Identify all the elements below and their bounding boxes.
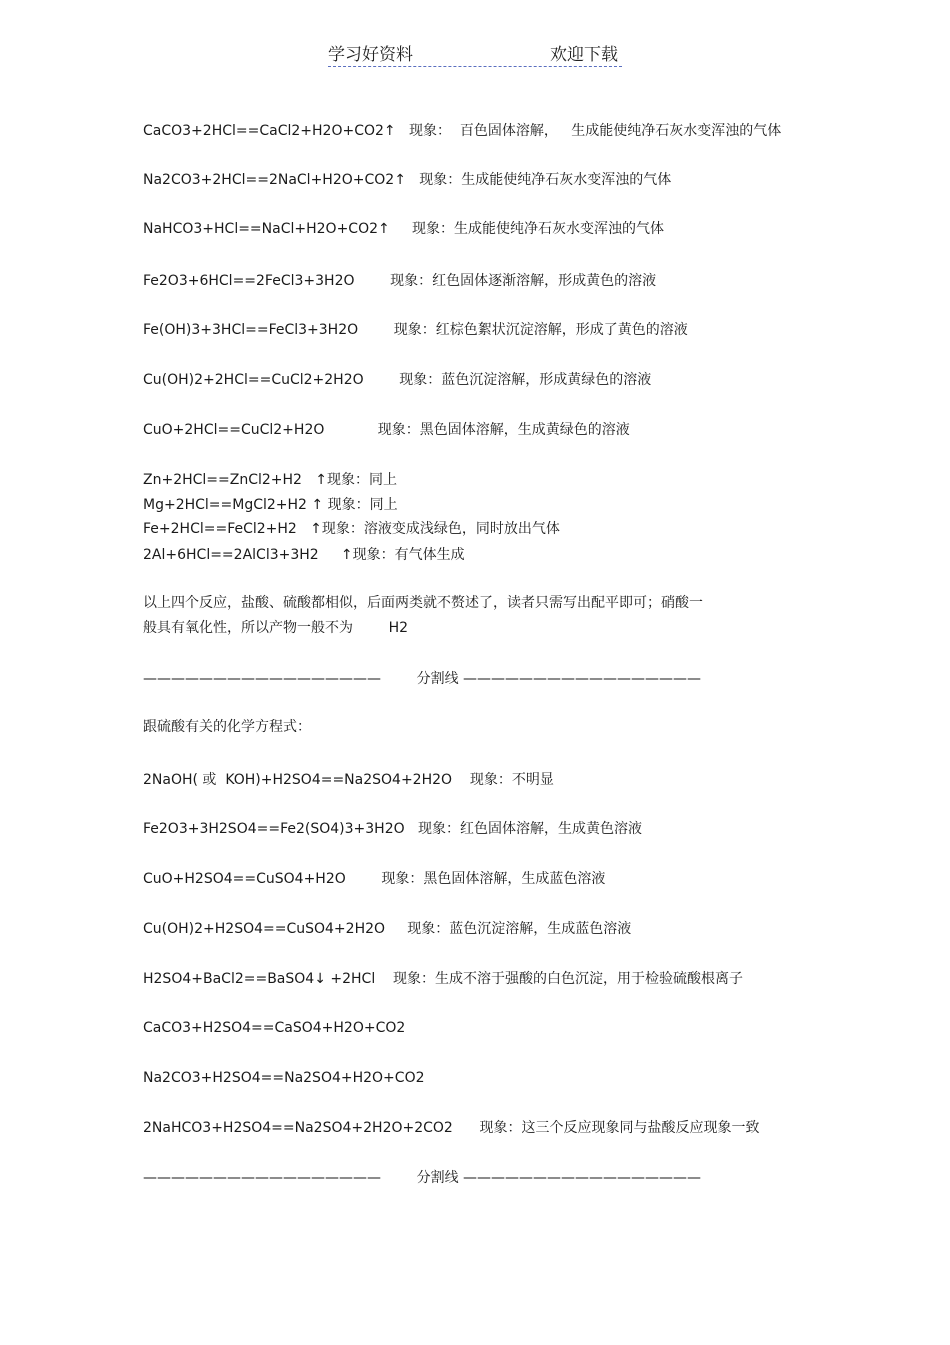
equation-line: Fe2O3+3H2SO4==Fe2(SO4)3+3H2O 现象：红色固体溶解，生成黄色溶液 xyxy=(143,821,642,837)
section-heading: 跟硫酸有关的化学方程式： xyxy=(143,719,311,735)
equation-line: 2NaOH( 或 KOH)+H2SO4==Na2SO4+2H2O 现象：不明显 xyxy=(143,772,554,788)
equation-line: 2Al+6HCl==2AlCl3+3H2 ↑现象：有气体生成 xyxy=(143,547,465,563)
equation-line: Fe2O3+6HCl==2FeCl3+3H2O 现象：红色固体逐渐溶解，形成黄色的溶液 xyxy=(143,273,657,289)
page-header xyxy=(328,40,622,67)
equation-line: Cu(OH)2+H2SO4==CuSO4+2H2O 现象：蓝色沉淀溶解，生成蓝色溶液 xyxy=(143,921,632,937)
equation-line: Zn+2HCl==ZnCl2+H2 ↑现象：同上 xyxy=(143,472,398,488)
equation-line: Na2CO3+H2SO4==Na2SO4+H2O+CO2 xyxy=(143,1070,425,1086)
header-right-text: 欢迎下载 xyxy=(550,45,618,65)
equation-line: Na2CO3+2HCl==2NaCl+H2O+CO2↑ 现象：生成能使纯净石灰水变浑浊的气体 xyxy=(143,172,672,188)
equation-line: CuO+2HCl==CuCl2+H2O 现象：黑色固体溶解，生成黄绿色的溶液 xyxy=(143,422,630,438)
equation-line: Cu(OH)2+2HCl==CuCl2+2H2O 现象：蓝色沉淀溶解，形成黄绿色的溶液 xyxy=(143,372,652,388)
paragraph-line: 以上四个反应，盐酸、硫酸都相似，后面两类就不赘述了，读者只需写出配平即可；硝酸一 xyxy=(143,595,703,611)
divider-line: ————————————————— 分割线 ————————————————— xyxy=(143,1170,702,1186)
equation-line: Fe(OH)3+3HCl==FeCl3+3H2O 现象：红棕色絮状沉淀溶解，形成了黄色的溶液 xyxy=(143,322,688,338)
divider-line: ————————————————— 分割线 ————————————————— xyxy=(143,671,702,687)
header-left-text: 学习好资料 xyxy=(328,45,413,65)
equation-line: CaCO3+H2SO4==CaSO4+H2O+CO2 xyxy=(143,1020,406,1036)
paragraph-line: 般具有氧化性，所以产物一般不为 H2 xyxy=(143,620,409,636)
equation-line: 2NaHCO3+H2SO4==Na2SO4+2H2O+2CO2 现象：这三个反应现象同与盐酸反应现象一致 xyxy=(143,1120,760,1136)
equation-line: Fe+2HCl==FeCl2+H2 ↑现象：溶液变成浅绿色，同时放出气体 xyxy=(143,521,560,537)
equation-line: Mg+2HCl==MgCl2+H2 ↑ 现象：同上 xyxy=(143,497,398,513)
equation-line: NaHCO3+HCl==NaCl+H2O+CO2↑ 现象：生成能使纯净石灰水变浑浊的气体 xyxy=(143,221,664,237)
equation-line: H2SO4+BaCl2==BaSO4↓ +2HCl 现象：生成不溶于强酸的白色沉淀，用于检验硫酸根离子 xyxy=(143,971,744,987)
equation-line: CuO+H2SO4==CuSO4+H2O 现象：黑色固体溶解，生成蓝色溶液 xyxy=(143,871,606,887)
equation-line: CaCO3+2HCl==CaCl2+H2O+CO2↑ 现象： 百色固体溶解， 生成能使纯净石灰水变浑浊的气体 xyxy=(143,123,782,139)
